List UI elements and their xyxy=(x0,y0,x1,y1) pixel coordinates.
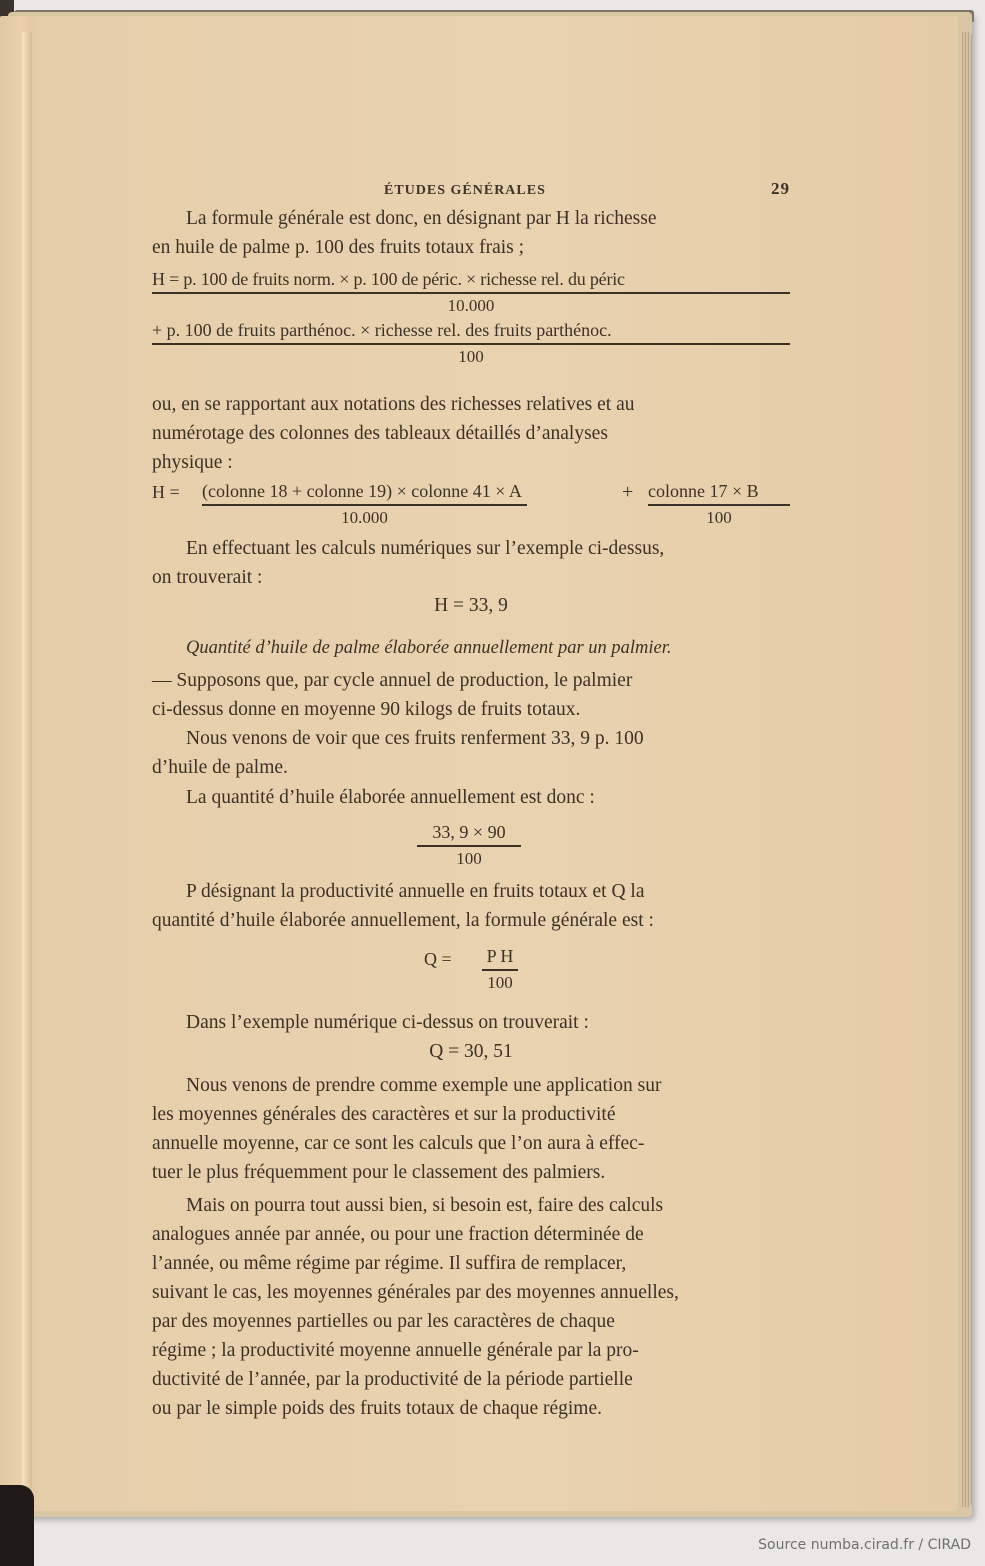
gutter-fold xyxy=(22,32,32,1512)
equation-numerator: H = p. 100 de fruits norm. × p. 100 de péric. × richesse rel. du péric xyxy=(152,266,790,294)
equation-5 xyxy=(424,943,554,999)
equation-numerator: (colonne 18 + colonne 19) × colonne 41 × A xyxy=(202,478,527,506)
text-line: suivant le cas, les moyennes générales par des moyennes annuelles, xyxy=(152,1282,679,1303)
text-line: — Supposons que, par cycle annuel de production, le palmier xyxy=(152,670,633,691)
text-line: P désignant la productivité annuelle en fruits totaux et Q la xyxy=(186,881,645,902)
paragraph-9 xyxy=(152,1071,790,1187)
equation-denominator: 100 xyxy=(458,347,484,366)
paragraph-2 xyxy=(152,390,790,477)
text-line: Dans l’exemple numérique ci-dessus on trouverait : xyxy=(186,1012,589,1033)
equation-numerator: P H xyxy=(482,943,518,971)
section-heading xyxy=(152,634,790,663)
text-line: ci-dessus donne en moyenne 90 kilogs de fruits totaux. xyxy=(152,699,581,720)
running-title: ÉTUDES GÉNÉRALES xyxy=(384,183,546,198)
text-line: l’année, ou même régime par régime. Il suffira de remplacer, xyxy=(152,1253,627,1274)
equation-denominator: 100 xyxy=(456,849,482,868)
book-page xyxy=(0,16,958,1511)
text-line: physique : xyxy=(152,452,233,473)
text-line: Nous venons de prendre comme exemple une application sur xyxy=(186,1075,662,1096)
equation-6: Q = 30, 51 xyxy=(429,1041,513,1062)
equation-denominator: 10.000 xyxy=(447,296,495,315)
text-line: par des moyennes partielles ou par les caractères de chaque xyxy=(152,1311,615,1332)
paragraph-1 xyxy=(152,204,790,262)
paragraph-3 xyxy=(152,534,790,592)
text-line: ou, en se rapportant aux notations des richesses relatives et au xyxy=(152,394,635,415)
equation-1 xyxy=(152,266,790,369)
equation-2 xyxy=(152,478,790,534)
paragraph-4 xyxy=(152,666,790,724)
equation-denominator: 100 xyxy=(706,508,732,527)
equation-3: H = 33, 9 xyxy=(434,595,508,616)
paragraph-7 xyxy=(152,877,790,935)
running-head xyxy=(152,174,790,198)
text-line: Nous venons de voir que ces fruits renferment 33, 9 p. 100 xyxy=(186,728,644,749)
text-line: analogues année par année, ou pour une fraction déterminée de xyxy=(152,1224,644,1245)
paragraph-10 xyxy=(152,1191,790,1423)
equation-lhs: H = xyxy=(152,482,180,502)
source-credit: Source numba.cirad.fr / CIRAD xyxy=(758,1537,971,1553)
text-line: numérotage des colonnes des tableaux détaillés d’analyses xyxy=(152,423,608,444)
plus-sign: + xyxy=(622,481,634,503)
equation-denominator: 10.000 xyxy=(341,508,388,527)
text-line: Mais on pourra tout aussi bien, si besoin est, faire des calculs xyxy=(186,1195,664,1216)
text-line: En effectuant les calculs numériques sur l’exemple ci-dessus, xyxy=(186,538,665,559)
text-line: La formule générale est donc, en désignant par H la richesse xyxy=(186,208,657,229)
equation-lhs: Q = xyxy=(424,949,452,969)
text-line: quantité d’huile élaborée annuellement, la formule générale est : xyxy=(152,910,654,931)
text-line: les moyennes générales des caractères et sur la productivité xyxy=(152,1104,616,1125)
text-line: ou par le simple poids des fruits totaux de chaque régime. xyxy=(152,1398,603,1419)
equation-numerator: + p. 100 de fruits parthénoc. × richesse rel. des fruits parthénoc. xyxy=(152,318,790,345)
equation-numerator: 33, 9 × 90 xyxy=(417,819,521,847)
text-line: La quantité d’huile élaborée annuellement est donc : xyxy=(186,787,595,808)
page-number: 29 xyxy=(771,179,790,198)
paragraph-5 xyxy=(152,724,790,782)
equation-denominator: 100 xyxy=(487,973,513,992)
paragraph-6 xyxy=(152,783,790,812)
text-line: ductivité de l’année, par la productivité de la période partielle xyxy=(152,1369,633,1390)
equation-numerator: colonne 17 × B xyxy=(648,478,790,506)
equation-4 xyxy=(417,819,521,871)
text-line: d’huile de palme. xyxy=(152,757,288,778)
text-line: on trouverait : xyxy=(152,567,263,588)
text-line: régime ; la productivité moyenne annuelle générale par la pro- xyxy=(152,1340,639,1361)
heading-text: Quantité d’huile de palme élaborée annuellement par un palmier. xyxy=(186,638,672,658)
text-line: tuer le plus fréquemment pour le classement des palmiers. xyxy=(152,1162,606,1183)
paragraph-8 xyxy=(152,1008,790,1037)
book-binding-bottom xyxy=(0,1485,34,1566)
text-line: annuelle moyenne, car ce sont les calculs que l’on aura à effec- xyxy=(152,1133,645,1154)
text-line: en huile de palme p. 100 des fruits totaux frais ; xyxy=(152,237,525,258)
